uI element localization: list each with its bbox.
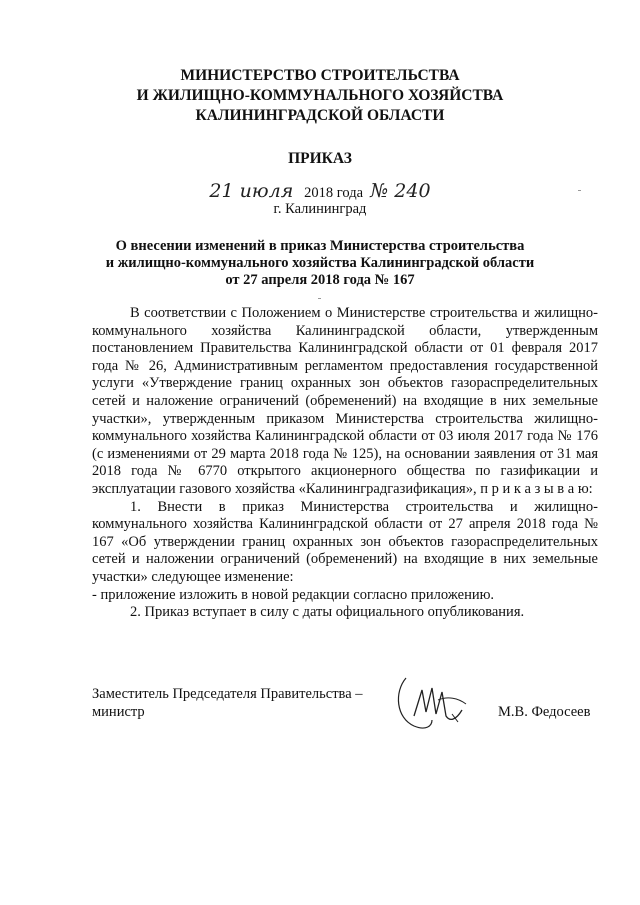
order-item-1-sub: - приложение изложить в новой редакции согласно приложению. [92, 586, 495, 603]
header-line-1: МИНИСТЕРСТВО СТРОИТЕЛЬСТВА [180, 67, 460, 84]
order-date-line [0, 180, 640, 202]
order-body [92, 305, 598, 622]
ministry-header [0, 66, 640, 126]
signatory-position-line-2: министр [92, 703, 145, 720]
order-subject [60, 238, 580, 289]
order-city: г. Калининград [273, 201, 367, 217]
signatory-position [92, 686, 392, 721]
scan-speck [318, 298, 321, 299]
order-title: ПРИКАЗ [288, 150, 352, 167]
preamble-paragraph: В соответствии с Положением о Министерстве строительства и жилищно-коммунального хозяйства Калининградской области, утвержденным постановлением Правительства Калининградской области от 01 февраля 2017 года № 26, Административным регламентом предоставления государственной услуги «Утверждение границ охранных зон объектов газораспределительных сетей и наложение ограничений (обременений) на входящие в них земельные участки», утвержденным приказом Министерства строительства жилищно-коммунального хозяйства Калининградской области от 03 июля 2017 года № 176 (с изменениями от 29 марта 2018 года № 125), на основании заявления от 31 мая 2018 года № 6770 открытого акционерного общества по газификации и эксплуатации газового хозяйства «Калининградгазификация», п р и к а з ы в а ю: [92, 305, 598, 497]
handwritten-date: 21 июля [209, 180, 294, 202]
scan-speck [578, 190, 581, 191]
signatory-name: М.В. Федосеев [498, 704, 591, 720]
handwritten-signature [392, 670, 472, 732]
order-item-2: 2. Приказ вступает в силу с даты официального опубликования. [130, 604, 525, 621]
subject-line-3: от 27 апреля 2018 года № 167 [225, 272, 415, 288]
subject-line-1: О внесении изменений в приказ Министерства строительства [115, 238, 525, 254]
order-year: 2018 года [304, 185, 364, 201]
handwritten-order-number: № 240 [370, 180, 431, 202]
header-line-3: КАЛИНИНГРАДСКОЙ ОБЛАСТИ [195, 107, 445, 124]
header-line-2: И ЖИЛИЩНО-КОММУНАЛЬНОГО ХОЗЯЙСТВА [136, 87, 504, 104]
signatory-position-line-1: Заместитель Председателя Правительства – [92, 686, 363, 702]
subject-line-2: и жилищно-коммунального хозяйства Калининградской области [105, 255, 535, 271]
order-item-1: 1. Внести в приказ Министерства строительства и жилищно-коммунального хозяйства Калининградской области от 27 апреля 2018 года № 167 «Об утверждении границ охранных зон объектов газораспределительных сетей и наложении ограничений (обременений) на входящие в них земельные участки» следующее изменение: [92, 498, 598, 585]
